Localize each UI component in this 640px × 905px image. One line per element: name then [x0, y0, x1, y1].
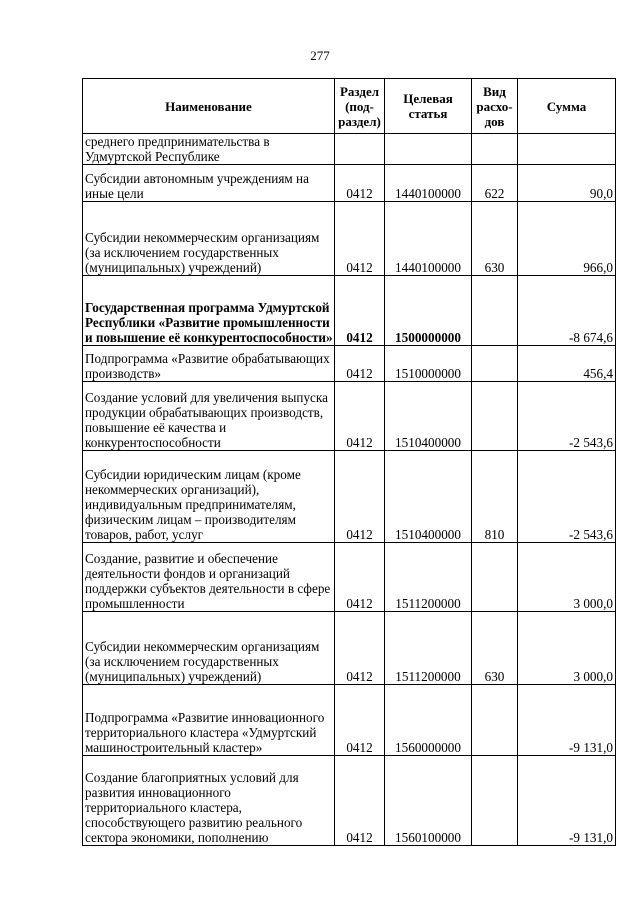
row-target: 1440100000 [385, 202, 472, 276]
row-section: 0412 [335, 382, 385, 451]
row-kind: 810 [472, 451, 518, 543]
row-sum: -2 543,6 [518, 451, 616, 543]
row-kind [472, 382, 518, 451]
row-kind [472, 756, 518, 846]
table-row [83, 756, 616, 846]
row-section: 0412 [335, 346, 385, 382]
row-sum: -9 131,0 [518, 756, 616, 846]
row-name: Создание благоприятных условий для развития инновационного территориального кластера, способствующего развитию реального сектора экономики, пополнению [83, 756, 335, 846]
table-row [83, 202, 616, 276]
row-sum [518, 134, 616, 165]
row-section: 0412 [335, 685, 385, 756]
row-sum: -8 674,6 [518, 276, 616, 346]
row-sum: 456,4 [518, 346, 616, 382]
row-sum: 3 000,0 [518, 543, 616, 612]
row-name: Субсидии некоммерческим организациям (за исключением государственных (муниципальных) учреждений) [83, 202, 335, 276]
header-kind: Вид расхо-дов [472, 79, 518, 134]
row-section: 0412 [335, 612, 385, 685]
row-name: Создание, развитие и обеспечение деятельности фондов и организаций поддержки субъектов деятельности в сфере промышленности [83, 543, 335, 612]
table-row [83, 685, 616, 756]
row-target: 1511200000 [385, 612, 472, 685]
row-section: 0412 [335, 756, 385, 846]
row-sum: 90,0 [518, 165, 616, 202]
row-kind: 630 [472, 202, 518, 276]
row-kind [472, 685, 518, 756]
row-target: 1560000000 [385, 685, 472, 756]
row-name: Государственная программа Удмуртской Республики «Развитие промышленности и повышение её конкурентоспособности» [83, 276, 335, 346]
row-kind [472, 346, 518, 382]
row-name: Субсидии некоммерческим организациям (за исключением государственных (муниципальных) учреждений) [83, 612, 335, 685]
table-row [83, 134, 616, 165]
row-target: 1440100000 [385, 165, 472, 202]
row-section: 0412 [335, 165, 385, 202]
table-header-row [83, 79, 616, 134]
row-target: 1510400000 [385, 451, 472, 543]
header-name: Наименование [83, 79, 335, 134]
row-name: Субсидии автономным учреждениям на иные цели [83, 165, 335, 202]
row-name: Субсидии юридическим лицам (кроме некоммерческих организаций), индивидуальным предпринимателям, физическим лицам – производителям товаров, работ, услуг [83, 451, 335, 543]
header-section: Раздел (под-раздел) [335, 79, 385, 134]
row-section: 0412 [335, 543, 385, 612]
table-row [83, 382, 616, 451]
row-sum: -2 543,6 [518, 382, 616, 451]
table-row [83, 612, 616, 685]
row-name: Подпрограмма «Развитие обрабатывающих производств» [83, 346, 335, 382]
table-row [83, 543, 616, 612]
row-kind: 630 [472, 612, 518, 685]
row-section: 0412 [335, 276, 385, 346]
row-target: 1510000000 [385, 346, 472, 382]
row-sum: 3 000,0 [518, 612, 616, 685]
row-target: 1500000000 [385, 276, 472, 346]
table-row [83, 346, 616, 382]
row-kind [472, 543, 518, 612]
row-target: 1511200000 [385, 543, 472, 612]
row-sum: 966,0 [518, 202, 616, 276]
header-sum: Сумма [518, 79, 616, 134]
row-section [335, 134, 385, 165]
row-name: Подпрограмма «Развитие инновационного территориального кластера «Удмуртский машиностроительный кластер» [83, 685, 335, 756]
row-kind: 622 [472, 165, 518, 202]
budget-table [82, 78, 616, 846]
table-row [83, 165, 616, 202]
row-section: 0412 [335, 202, 385, 276]
row-name: Создание условий для увеличения выпуска продукции обрабатывающих производств, повышение её качества и конкурентоспособности [83, 382, 335, 451]
header-target: Целевая статья [385, 79, 472, 134]
row-kind [472, 276, 518, 346]
row-target [385, 134, 472, 165]
row-kind [472, 134, 518, 165]
row-name: среднего предпринимательства в Удмуртской Республике [83, 134, 335, 165]
row-sum: -9 131,0 [518, 685, 616, 756]
row-target: 1560100000 [385, 756, 472, 846]
table-row [83, 276, 616, 346]
page-number: 277 [310, 48, 330, 63]
row-section: 0412 [335, 451, 385, 543]
table-row [83, 451, 616, 543]
row-target: 1510400000 [385, 382, 472, 451]
